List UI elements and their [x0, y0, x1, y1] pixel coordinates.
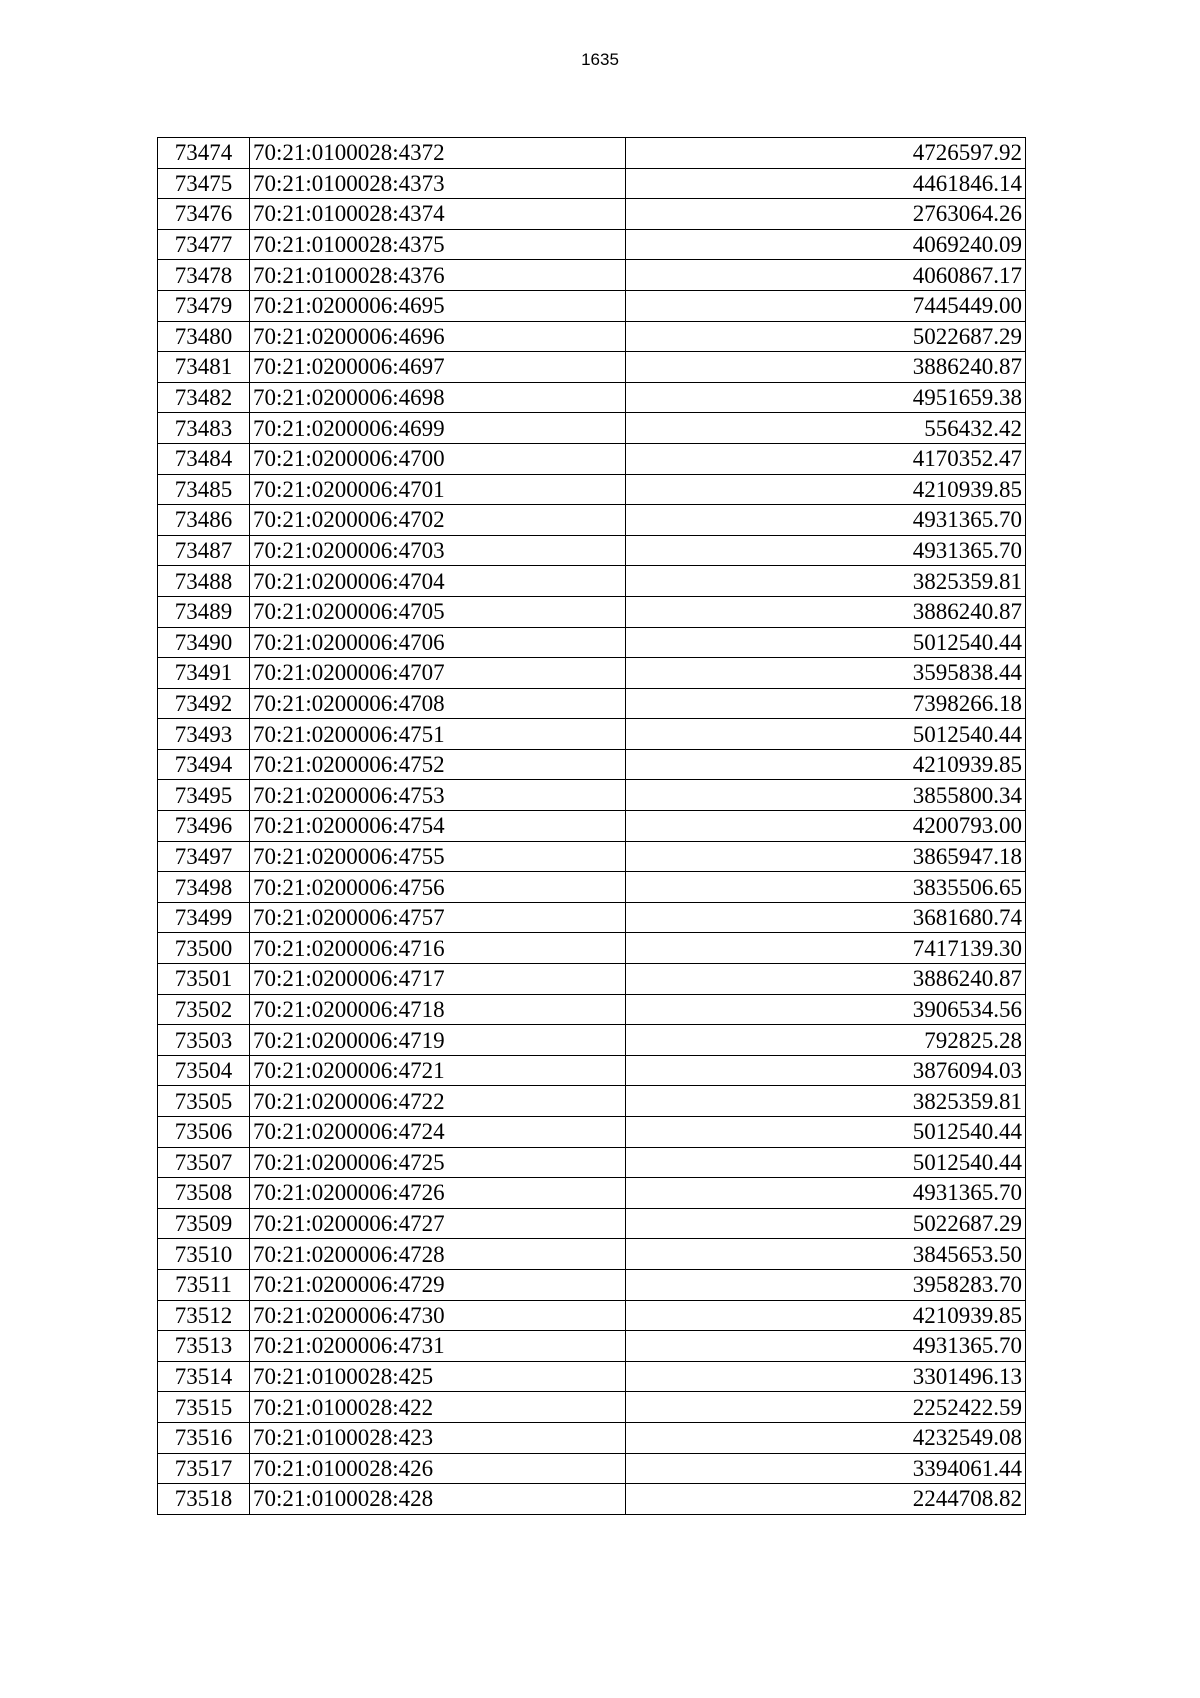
table-row	[158, 1025, 1026, 1056]
value-cell: 3906534.56	[626, 994, 1026, 1025]
table-row	[158, 413, 1026, 444]
value-cell: 3886240.87	[626, 352, 1026, 383]
row-number-cell: 73516	[158, 1422, 250, 1453]
cadastral-number-cell: 70:21:0100028:428	[250, 1484, 626, 1515]
row-number-cell: 73494	[158, 749, 250, 780]
cadastral-number-cell: 70:21:0100028:4373	[250, 168, 626, 199]
value-cell: 3958283.70	[626, 1269, 1026, 1300]
table-row	[158, 841, 1026, 872]
value-cell: 4931365.70	[626, 1178, 1026, 1209]
cadastral-number-cell: 70:21:0200006:4702	[250, 505, 626, 536]
cadastral-number-cell: 70:21:0200006:4703	[250, 535, 626, 566]
value-cell: 2244708.82	[626, 1484, 1026, 1515]
value-cell: 4069240.09	[626, 229, 1026, 260]
row-number-cell: 73477	[158, 229, 250, 260]
cadastral-number-cell: 70:21:0200006:4730	[250, 1300, 626, 1331]
value-cell: 3681680.74	[626, 902, 1026, 933]
cadastral-number-cell: 70:21:0200006:4706	[250, 627, 626, 658]
row-number-cell: 73492	[158, 688, 250, 719]
table-row	[158, 1269, 1026, 1300]
table-row	[158, 811, 1026, 842]
cadastral-number-cell: 70:21:0200006:4695	[250, 290, 626, 321]
row-number-cell: 73485	[158, 474, 250, 505]
cadastral-number-cell: 70:21:0100028:425	[250, 1361, 626, 1392]
row-number-cell: 73480	[158, 321, 250, 352]
records-table-body	[158, 138, 1026, 1515]
row-number-cell: 73482	[158, 382, 250, 413]
value-cell: 3835506.65	[626, 872, 1026, 903]
table-row	[158, 627, 1026, 658]
row-number-cell: 73481	[158, 352, 250, 383]
value-cell: 4931365.70	[626, 1331, 1026, 1362]
value-cell: 4931365.70	[626, 505, 1026, 536]
row-number-cell: 73475	[158, 168, 250, 199]
cadastral-number-cell: 70:21:0100028:4372	[250, 138, 626, 169]
table-row	[158, 290, 1026, 321]
value-cell: 5022687.29	[626, 1208, 1026, 1239]
table-row	[158, 1300, 1026, 1331]
cadastral-number-cell: 70:21:0200006:4752	[250, 749, 626, 780]
cadastral-number-cell: 70:21:0200006:4724	[250, 1117, 626, 1148]
cadastral-number-cell: 70:21:0200006:4757	[250, 902, 626, 933]
table-row	[158, 596, 1026, 627]
row-number-cell: 73510	[158, 1239, 250, 1270]
table-row	[158, 535, 1026, 566]
cadastral-number-cell: 70:21:0200006:4731	[250, 1331, 626, 1362]
table-row	[158, 566, 1026, 597]
row-number-cell: 73488	[158, 566, 250, 597]
table-row	[158, 1361, 1026, 1392]
value-cell: 3855800.34	[626, 780, 1026, 811]
table-row	[158, 749, 1026, 780]
table-row	[158, 1086, 1026, 1117]
cadastral-number-cell: 70:21:0200006:4704	[250, 566, 626, 597]
cadastral-number-cell: 70:21:0100028:4374	[250, 199, 626, 230]
table-row	[158, 199, 1026, 230]
cadastral-number-cell: 70:21:0200006:4698	[250, 382, 626, 413]
table-row	[158, 1239, 1026, 1270]
table-row	[158, 658, 1026, 689]
table-row	[158, 964, 1026, 995]
value-cell: 3595838.44	[626, 658, 1026, 689]
table-row	[158, 1453, 1026, 1484]
row-number-cell: 73508	[158, 1178, 250, 1209]
table-row	[158, 1331, 1026, 1362]
cadastral-number-cell: 70:21:0200006:4716	[250, 933, 626, 964]
value-cell: 4210939.85	[626, 474, 1026, 505]
cadastral-number-cell: 70:21:0200006:4726	[250, 1178, 626, 1209]
row-number-cell: 73479	[158, 290, 250, 321]
row-number-cell: 73502	[158, 994, 250, 1025]
cadastral-number-cell: 70:21:0100028:423	[250, 1422, 626, 1453]
row-number-cell: 73514	[158, 1361, 250, 1392]
table-row	[158, 321, 1026, 352]
value-cell: 4931365.70	[626, 535, 1026, 566]
table-row	[158, 260, 1026, 291]
value-cell: 4210939.85	[626, 749, 1026, 780]
cadastral-number-cell: 70:21:0100028:422	[250, 1392, 626, 1423]
cadastral-number-cell: 70:21:0200006:4705	[250, 596, 626, 627]
value-cell: 7445449.00	[626, 290, 1026, 321]
cadastral-number-cell: 70:21:0200006:4725	[250, 1147, 626, 1178]
table-row	[158, 933, 1026, 964]
row-number-cell: 73506	[158, 1117, 250, 1148]
row-number-cell: 73495	[158, 780, 250, 811]
cadastral-number-cell: 70:21:0200006:4696	[250, 321, 626, 352]
value-cell: 3825359.81	[626, 566, 1026, 597]
value-cell: 7417139.30	[626, 933, 1026, 964]
row-number-cell: 73498	[158, 872, 250, 903]
table-row	[158, 994, 1026, 1025]
cadastral-number-cell: 70:21:0200006:4717	[250, 964, 626, 995]
row-number-cell: 73517	[158, 1453, 250, 1484]
row-number-cell: 73501	[158, 964, 250, 995]
cadastral-number-cell: 70:21:0200006:4751	[250, 719, 626, 750]
cadastral-number-cell: 70:21:0200006:4729	[250, 1269, 626, 1300]
row-number-cell: 73484	[158, 443, 250, 474]
value-cell: 792825.28	[626, 1025, 1026, 1056]
value-cell: 2763064.26	[626, 199, 1026, 230]
row-number-cell: 73512	[158, 1300, 250, 1331]
table-row	[158, 902, 1026, 933]
row-number-cell: 73500	[158, 933, 250, 964]
value-cell: 3886240.87	[626, 596, 1026, 627]
table-row	[158, 719, 1026, 750]
row-number-cell: 73513	[158, 1331, 250, 1362]
table-row	[158, 168, 1026, 199]
value-cell: 5012540.44	[626, 719, 1026, 750]
row-number-cell: 73505	[158, 1086, 250, 1117]
value-cell: 556432.42	[626, 413, 1026, 444]
row-number-cell: 73478	[158, 260, 250, 291]
table-row	[158, 1055, 1026, 1086]
value-cell: 3394061.44	[626, 1453, 1026, 1484]
cadastral-number-cell: 70:21:0200006:4707	[250, 658, 626, 689]
table-row	[158, 505, 1026, 536]
row-number-cell: 73509	[158, 1208, 250, 1239]
table-row	[158, 229, 1026, 260]
row-number-cell: 73489	[158, 596, 250, 627]
value-cell: 3876094.03	[626, 1055, 1026, 1086]
row-number-cell: 73499	[158, 902, 250, 933]
table-row	[158, 1392, 1026, 1423]
row-number-cell: 73507	[158, 1147, 250, 1178]
table-row	[158, 1208, 1026, 1239]
table-row	[158, 872, 1026, 903]
cadastral-number-cell: 70:21:0100028:4376	[250, 260, 626, 291]
value-cell: 5022687.29	[626, 321, 1026, 352]
value-cell: 3845653.50	[626, 1239, 1026, 1270]
value-cell: 4951659.38	[626, 382, 1026, 413]
value-cell: 5012540.44	[626, 627, 1026, 658]
row-number-cell: 73518	[158, 1484, 250, 1515]
row-number-cell: 73487	[158, 535, 250, 566]
cadastral-number-cell: 70:21:0200006:4718	[250, 994, 626, 1025]
cadastral-number-cell: 70:21:0200006:4722	[250, 1086, 626, 1117]
value-cell: 4232549.08	[626, 1422, 1026, 1453]
table-row	[158, 443, 1026, 474]
row-number-cell: 73515	[158, 1392, 250, 1423]
cadastral-number-cell: 70:21:0200006:4708	[250, 688, 626, 719]
table-row	[158, 382, 1026, 413]
row-number-cell: 73491	[158, 658, 250, 689]
cadastral-number-cell: 70:21:0200006:4719	[250, 1025, 626, 1056]
table-row	[158, 1484, 1026, 1515]
value-cell: 5012540.44	[626, 1117, 1026, 1148]
cadastral-number-cell: 70:21:0200006:4753	[250, 780, 626, 811]
row-number-cell: 73474	[158, 138, 250, 169]
cadastral-number-cell: 70:21:0200006:4697	[250, 352, 626, 383]
table-row	[158, 1178, 1026, 1209]
value-cell: 7398266.18	[626, 688, 1026, 719]
cadastral-number-cell: 70:21:0100028:4375	[250, 229, 626, 260]
table-row	[158, 138, 1026, 169]
cadastral-number-cell: 70:21:0200006:4728	[250, 1239, 626, 1270]
row-number-cell: 73486	[158, 505, 250, 536]
cadastral-number-cell: 70:21:0200006:4699	[250, 413, 626, 444]
row-number-cell: 73511	[158, 1269, 250, 1300]
cadastral-number-cell: 70:21:0100028:426	[250, 1453, 626, 1484]
value-cell: 4210939.85	[626, 1300, 1026, 1331]
row-number-cell: 73503	[158, 1025, 250, 1056]
row-number-cell: 73497	[158, 841, 250, 872]
cadastral-number-cell: 70:21:0200006:4755	[250, 841, 626, 872]
cadastral-number-cell: 70:21:0200006:4700	[250, 443, 626, 474]
value-cell: 4200793.00	[626, 811, 1026, 842]
value-cell: 3825359.81	[626, 1086, 1026, 1117]
value-cell: 4170352.47	[626, 443, 1026, 474]
table-row	[158, 352, 1026, 383]
value-cell: 5012540.44	[626, 1147, 1026, 1178]
row-number-cell: 73493	[158, 719, 250, 750]
value-cell: 2252422.59	[626, 1392, 1026, 1423]
value-cell: 3865947.18	[626, 841, 1026, 872]
row-number-cell: 73504	[158, 1055, 250, 1086]
value-cell: 4060867.17	[626, 260, 1026, 291]
cadastral-number-cell: 70:21:0200006:4721	[250, 1055, 626, 1086]
table-row	[158, 1147, 1026, 1178]
row-number-cell: 73490	[158, 627, 250, 658]
row-number-cell: 73496	[158, 811, 250, 842]
value-cell: 4461846.14	[626, 168, 1026, 199]
table-row	[158, 1422, 1026, 1453]
row-number-cell: 73476	[158, 199, 250, 230]
cadastral-number-cell: 70:21:0200006:4754	[250, 811, 626, 842]
value-cell: 3886240.87	[626, 964, 1026, 995]
page-number: 1635	[581, 50, 619, 69]
table-row	[158, 688, 1026, 719]
row-number-cell: 73483	[158, 413, 250, 444]
records-table	[157, 137, 1026, 1515]
table-row	[158, 474, 1026, 505]
table-row	[158, 780, 1026, 811]
cadastral-number-cell: 70:21:0200006:4701	[250, 474, 626, 505]
table-row	[158, 1117, 1026, 1148]
cadastral-number-cell: 70:21:0200006:4756	[250, 872, 626, 903]
value-cell: 3301496.13	[626, 1361, 1026, 1392]
value-cell: 4726597.92	[626, 138, 1026, 169]
cadastral-number-cell: 70:21:0200006:4727	[250, 1208, 626, 1239]
